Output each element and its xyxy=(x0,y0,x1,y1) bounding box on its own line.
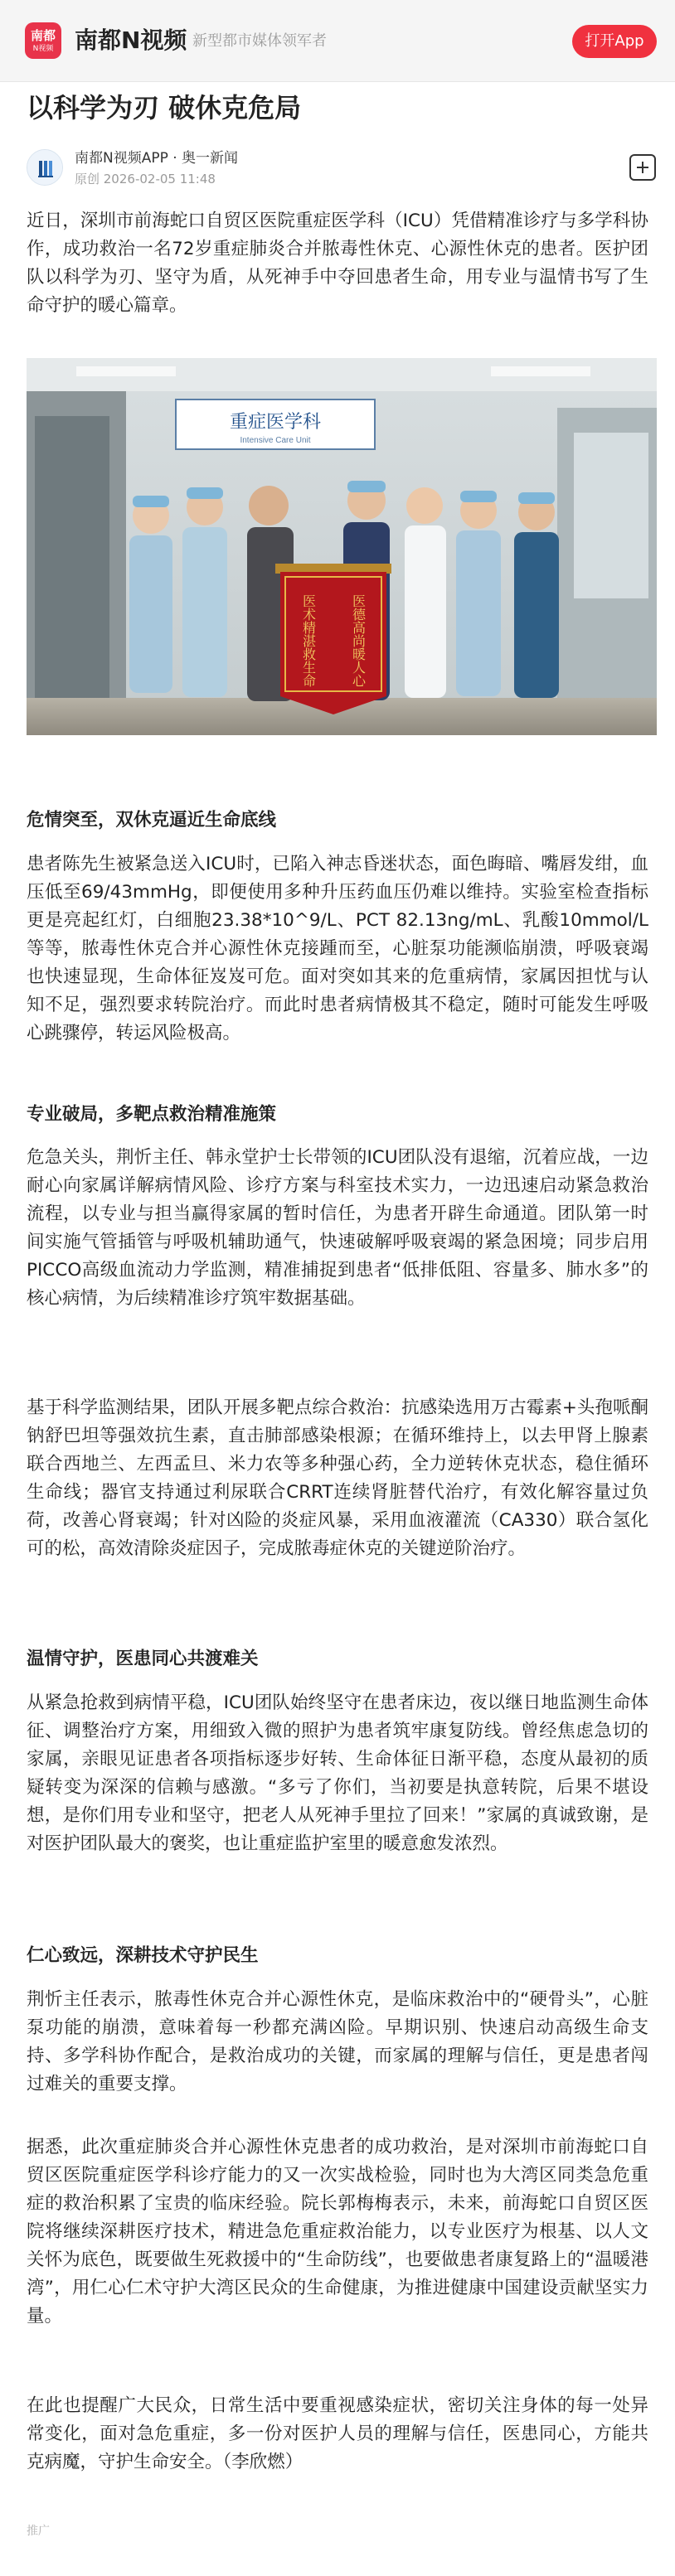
follow-button[interactable] xyxy=(629,154,656,181)
section-heading: 专业破局，多靶点救治精准施策 xyxy=(27,1104,277,1125)
article-paragraph: 在此也提醒广大民众，日常生活中要重视感染症状，密切关注身体的每一处异常变化，面对急危重症，多一份对医护人员的理解与信任，医患同心，方能共克病魔，守护生命安全。（李欣燃） xyxy=(27,2395,648,2472)
app-name: 南都N视频 xyxy=(75,27,187,54)
section-heading: 危情突至，双休克逼近生命底线 xyxy=(27,810,277,830)
team-photo-illustration xyxy=(27,358,657,735)
promo-label: 推广 xyxy=(27,2525,50,2538)
publish-meta: 原创 2026-02-05 11:48 xyxy=(75,172,216,186)
section-heading: 温情守护，医患同心共渡难关 xyxy=(27,1649,259,1669)
open-app-button[interactable]: 打开App xyxy=(572,25,657,58)
author-avatar[interactable] xyxy=(27,149,63,186)
article-paragraph: 近日，深圳市前海蛇口自贸区医院重症医学科（ICU）凭借精准诊疗与多学科协作，成功救治一名72岁重症肺炎合并脓毒性休克、心源性休克的患者。医护团队以科学为刃、坚守为盾，从死神手中夺回患者生命，用专业与温情书写了生命守护的暖心篇章。 xyxy=(27,211,648,316)
banner-line-right: 医术精湛救生命 xyxy=(300,594,317,687)
app-logo[interactable] xyxy=(25,22,61,59)
app-logo-text: 南都 xyxy=(30,27,56,43)
article-paragraph: 荆忻主任表示，脓毒性休克合并心源性休克，是临床救治中的“硬骨头”，心脏泵功能的崩溃，意味着每一秒都充满凶险。早期识别、快速启动高级生命支持、多学科协作配合，是救治成功的关键，而家属的理解与信任，更是患者闯过难关的重要支撑。 xyxy=(27,1989,648,2094)
article-paragraph: 基于科学监测结果，团队开展多靶点综合救治：抗感染选用万古霉素+头孢哌酮钠舒巴坦等强效抗生素，直击肺部感染根源；在循环维持上，以去甲肾上腺素联合西地兰、左西孟旦、米力农等多种强心药，全力逆转休克状态，稳住循环生命线；器官支持通过利尿联合CRRT连续肾脏替代治疗，有效化解容量过负荷，改善心肾衰竭；针对凶险的炎症风暴，采用血液灌流（CA330）联合氢化可的松，高效清除炎症因子，完成脓毒症休克的关键逆阶治疗。 xyxy=(27,1397,648,1559)
section-heading: 仁心致远，深耕技术守护民生 xyxy=(27,1945,259,1966)
author-name[interactable]: 南都N视频APP · 奥一新闻 xyxy=(75,150,239,167)
article-paragraph: 据悉，此次重症肺炎合并心源性休克患者的成功救治，是对深圳市前海蛇口自贸区医院重症医学科诊疗能力的又一次实战检验，同时也为大湾区同类急危重症的救治积累了宝贵的临床经验。院长郭梅梅表示，未来，前海蛇口自贸区医院将继续深耕医疗技术，精进急危重症救治能力，以专业医疗为根基、以人文关怀为底色，既要做生死救援中的“生命防线”，也要做患者康复路上的“温暖港湾”，用仁心仁术守护大湾区民众的生命健康，为推进健康中国建设贡献坚实力量。 xyxy=(27,2137,648,2327)
app-logo-subtext: N视频 xyxy=(32,44,54,53)
honor-banner xyxy=(275,564,391,714)
article-title: 以科学为刃 破休克危局 xyxy=(27,92,302,123)
article-paragraph: 危急关头，荆忻主任、韩永堂护士长带领的ICU团队没有退缩，沉着应战，一边耐心向家属详解病情风险、诊疗方案与科室技术实力，一边迅速启动紧急救治流程，以专业与担当赢得家属的暂时信任，为患者开辟生命通道。团队第一时间实施气管插管与呼吸机辅助通气，快速破解呼吸衰竭的紧急困境；同步启用PICCO高级血流动力学监测，精准捕捉到患者“低排低阻、容量多、肺水多”的核心病情，为后续精准诊疗筑牢数据基础。 xyxy=(27,1147,648,1309)
app-header-bar xyxy=(0,0,675,82)
plus-icon xyxy=(631,156,654,179)
author-avatar-icon xyxy=(27,150,63,186)
photo-sign-subtext: Intensive Care Unit xyxy=(240,436,311,445)
photo-sign-text: 重症医学科 xyxy=(229,411,322,432)
article-photo xyxy=(27,358,657,735)
article-paragraph: 从紧急抢救到病情平稳，ICU团队始终坚守在患者床边，夜以继日地监测生命体征、调整治疗方案，用细致入微的照护为患者筑牢康复防线。曾经焦虑急切的家属，亲眼见证患者各项指标逐步好转、生命体征日渐平稳，态度从最初的质疑转变为深深的信赖与感激。“多亏了你们，当初要是执意转院，后果不堪设想，是你们用专业和坚守，把老人从死神手里拉了回来！”家属的真诚致谢，是对医护团队最大的褒奖，也让重症监护室里的暖意愈发浓烈。 xyxy=(27,1692,648,1854)
banner-line-left: 医德高尚暖人心 xyxy=(350,594,367,687)
article-paragraph: 患者陈先生被紧急送入ICU时，已陷入神志昏迷状态，面色晦暗、嘴唇发绀，血压低至69/43mmHg，即便使用多种升压药血压仍难以维持。实验室检查指标更是亮起红灯，白细胞23.38*10^9/L、PCT 82.13ng/mL、乳酸10mmol/L等等，脓毒性休克合并心源性休克接踵而至，心脏泵功能濒临崩溃，呼吸衰竭也快速显现，生命体征岌岌可危。面对突如其来的危重病情，家属因担忧与认知不足，强烈要求转院治疗。而此时患者病情极其不稳定，随时可能发生呼吸心跳骤停，转运风险极高。 xyxy=(27,854,648,1043)
app-slogan: 新型都市媒体领军者 xyxy=(192,32,327,50)
